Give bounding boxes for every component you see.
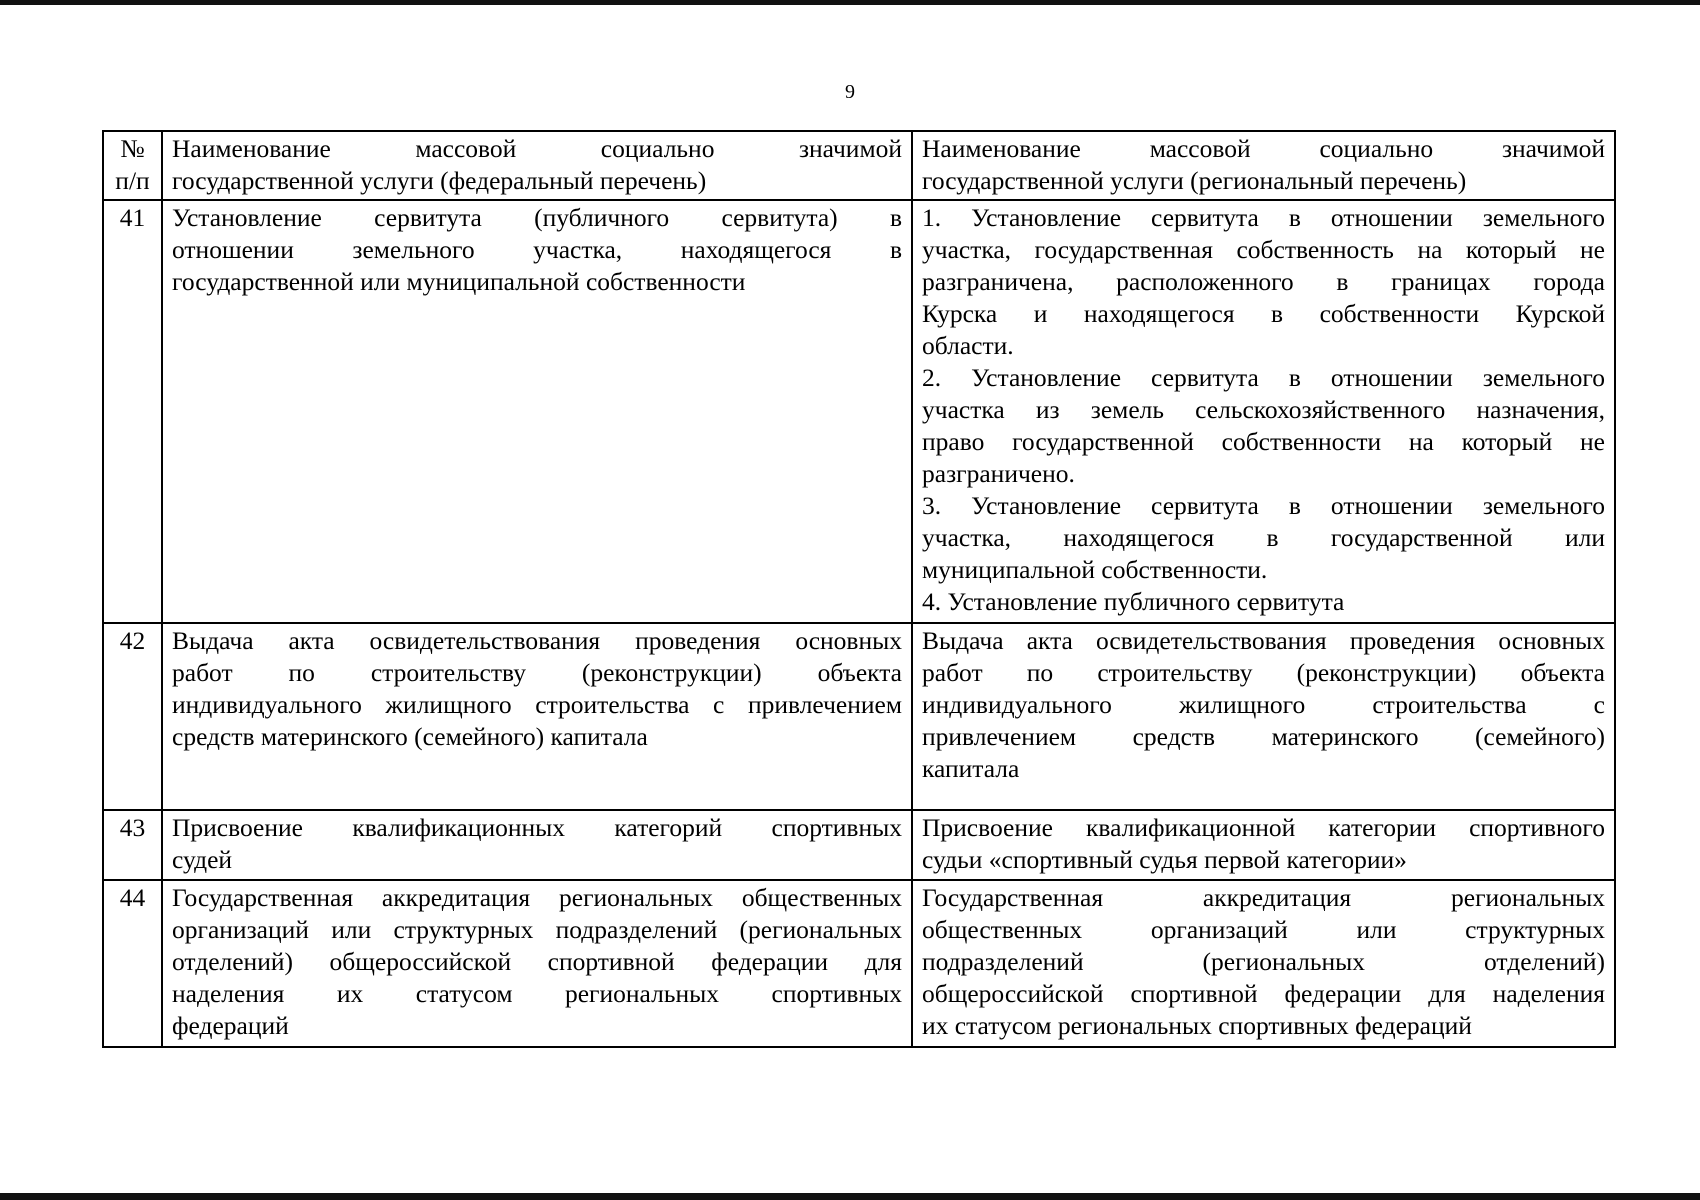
row-number-cell: 42 (103, 623, 162, 810)
scan-border-top (0, 0, 1700, 5)
text-line: муниципальной собственности. (922, 555, 1268, 584)
federal-service-cell (162, 200, 912, 623)
text-line: право государственной собственности на который не (922, 427, 1605, 456)
text-line: 3. Установление сервитута в отношении земельного (922, 491, 1605, 520)
text-line: отношении земельного участка, находящегося в (172, 235, 902, 264)
text-line: отделений) общероссийской спортивной федерации для (172, 947, 902, 976)
text-line: работ по строительству (реконструкции) объекта (922, 658, 1605, 687)
text-line: Выдача акта освидетельствования проведения основных (922, 626, 1605, 655)
text-line: 2. Установление сервитута в отношении земельного (922, 363, 1605, 392)
text-line: судьи «спортивный судья первой категории» (922, 845, 1407, 874)
row-number-cell: 44 (103, 880, 162, 1047)
header-regional-cell (912, 131, 1615, 200)
text-line: привлечением средств материнского (семейного) (922, 722, 1605, 751)
table-row (103, 623, 1615, 810)
text-line: Курска и находящегося в собственности Курской (922, 299, 1605, 328)
text-line: федераций (172, 1011, 289, 1040)
federal-service-cell (162, 810, 912, 880)
text-line: работ по строительству (реконструкции) объекта (172, 658, 902, 687)
text-line: наделения их статусом региональных спортивных (172, 979, 902, 1008)
text-line: их статусом региональных спортивных федераций (922, 1011, 1472, 1040)
text-line: индивидуального жилищного строительства с привлечением (172, 690, 902, 719)
federal-service-cell (162, 880, 912, 1047)
text-line: общественных организаций или структурных (922, 915, 1605, 944)
table-row (103, 200, 1615, 623)
text-line: разграничена, расположенного в границах города (922, 267, 1605, 296)
text-line: организаций или структурных подразделений (региональных (172, 915, 902, 944)
regional-service-cell (912, 810, 1615, 880)
text-line: индивидуального жилищного строительства с (922, 690, 1605, 719)
text-line: подразделений (региональных отделений) (922, 947, 1605, 976)
header-regional-line: государственной услуги (региональный перечень) (922, 166, 1467, 195)
table-row (103, 880, 1615, 1047)
text-line: судей (172, 845, 233, 874)
text-line: общероссийской спортивной федерации для наделения (922, 979, 1605, 1008)
text-line: 4. Установление публичного сервитута (922, 587, 1345, 616)
regional-service-cell (912, 880, 1615, 1047)
services-table (102, 130, 1616, 1048)
header-federal-line: государственной услуги (федеральный перечень) (172, 166, 707, 195)
page-number: 9 (845, 81, 855, 103)
header-regional-line: Наименование массовой социально значимой (922, 134, 1605, 163)
text-line: Государственная аккредитация региональных (922, 883, 1605, 912)
row-number-cell: 43 (103, 810, 162, 880)
header-federal-line: Наименование массовой социально значимой (172, 134, 902, 163)
text-line: Присвоение квалификационной категории спортивного (922, 813, 1605, 842)
text-line: участка из земель сельскохозяйственного назначения, (922, 395, 1605, 424)
scan-border-bottom (0, 1193, 1700, 1200)
text-line: Присвоение квалификационных категорий спортивных (172, 813, 902, 842)
header-number-line: п/п (115, 166, 150, 195)
federal-service-cell (162, 623, 912, 810)
text-line: Государственная аккредитация региональных общественных (172, 883, 902, 912)
regional-service-cell (912, 623, 1615, 810)
text-line: 1. Установление сервитута в отношении земельного (922, 203, 1605, 232)
text-line: капитала (922, 754, 1020, 783)
regional-service-cell (912, 200, 1615, 623)
header-number-cell (103, 131, 162, 200)
text-line: государственной или муниципальной собственности (172, 267, 746, 296)
table-row (103, 810, 1615, 880)
text-line: Установление сервитута (публичного сервитута) в (172, 203, 902, 232)
text-line: разграничено. (922, 459, 1075, 488)
header-number-line: № (120, 134, 145, 163)
table-header-row (103, 131, 1615, 200)
text-line: средств материнского (семейного) капитала (172, 722, 648, 751)
text-line: участка, государственная собственность на который не (922, 235, 1605, 264)
text-line: Выдача акта освидетельствования проведения основных (172, 626, 902, 655)
text-line: области. (922, 331, 1014, 360)
row-number-cell: 41 (103, 200, 162, 623)
text-line: участка, находящегося в государственной или (922, 523, 1605, 552)
header-federal-cell (162, 131, 912, 200)
